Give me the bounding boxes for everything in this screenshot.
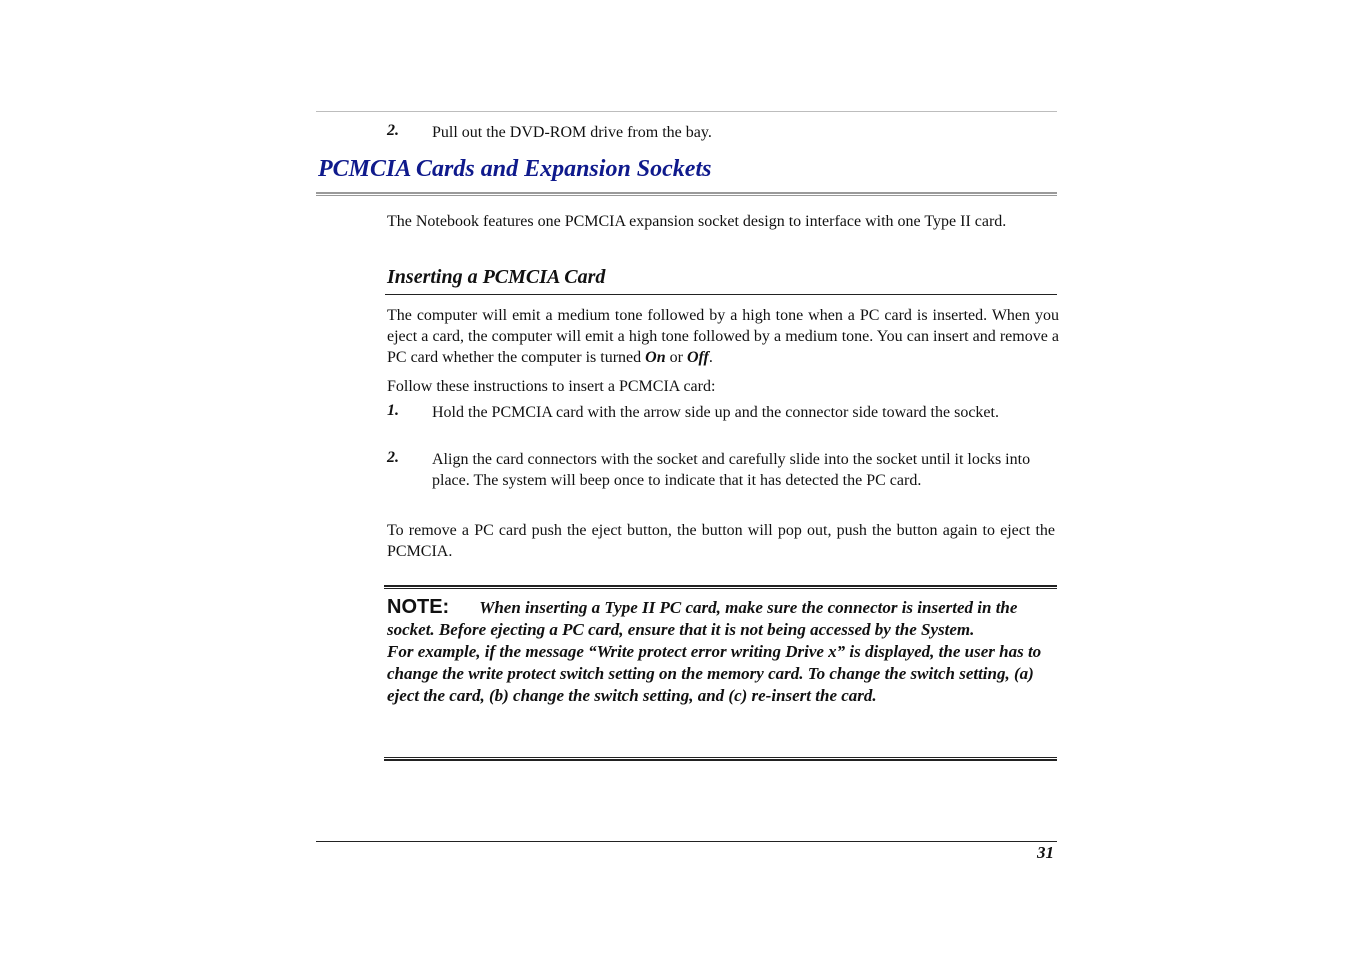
note-rule-bottom bbox=[384, 759, 1057, 761]
note-paragraph bbox=[387, 596, 1063, 641]
off-label: Off bbox=[686, 349, 709, 366]
page-number: 31 bbox=[1037, 843, 1054, 862]
on-label: On bbox=[645, 349, 666, 366]
intro-paragraph: The Notebook features one PCMCIA expansion socket design to interface with one Type II card. bbox=[387, 213, 1007, 230]
remove-paragraph: To remove a PC card push the eject button, the button will pop out, push the button again to eject the PCMCIA. bbox=[387, 522, 1055, 560]
header-rule bbox=[316, 111, 1057, 112]
subsection-title: Inserting a PCMCIA Card bbox=[387, 266, 606, 288]
note-rule-top bbox=[384, 585, 1057, 587]
tone-paragraph-text: The computer will emit a medium tone followed by a high tone when a PC card is inserted. When you eject a card, the computer will emit a high tone followed by a medium tone. You can insert and remove a PC card whether the computer is turned bbox=[387, 307, 1059, 366]
subsection-rule bbox=[385, 294, 1057, 295]
period: . bbox=[708, 349, 713, 366]
or-text: or bbox=[665, 349, 687, 366]
tone-paragraph bbox=[387, 305, 1059, 368]
step-text: Pull out the DVD-ROM drive from the bay. bbox=[432, 124, 712, 141]
note-example: For example, if the message “Write protect error writing Drive x” is displayed, the user has to change the write protect switch setting on the memory card. To change the switch setting, (a) eject the card, (b) change the switch setting, and (c) re-insert the card. bbox=[387, 642, 1042, 705]
section-rule-thin bbox=[316, 195, 1057, 196]
note-box bbox=[387, 596, 1063, 707]
footer-rule bbox=[316, 841, 1057, 842]
note-rule-top-thin bbox=[384, 588, 1057, 589]
step-text: Align the card connectors with the socket and carefully slide into the socket until it locks into place. The system will beep once to indicate that it has detected the PC card. bbox=[432, 451, 1031, 489]
instructions-intro: Follow these instructions to insert a PCMCIA card: bbox=[387, 378, 716, 395]
step-number: 1. bbox=[387, 402, 399, 419]
step-number: 2. bbox=[387, 122, 399, 139]
note-label: NOTE: bbox=[387, 596, 450, 618]
step-text: Hold the PCMCIA card with the arrow side up and the connector side toward the socket. bbox=[432, 404, 999, 421]
section-title: PCMCIA Cards and Expansion Sockets bbox=[318, 156, 712, 182]
section-rule bbox=[316, 192, 1057, 194]
note-text: When inserting a Type II PC card, make sure the connector is inserted in the socket. Before ejecting a PC card, ensure that it is not being accessed by the System. bbox=[387, 598, 1018, 639]
note-rule-bottom-thin bbox=[384, 757, 1057, 758]
step-number: 2. bbox=[387, 449, 399, 466]
